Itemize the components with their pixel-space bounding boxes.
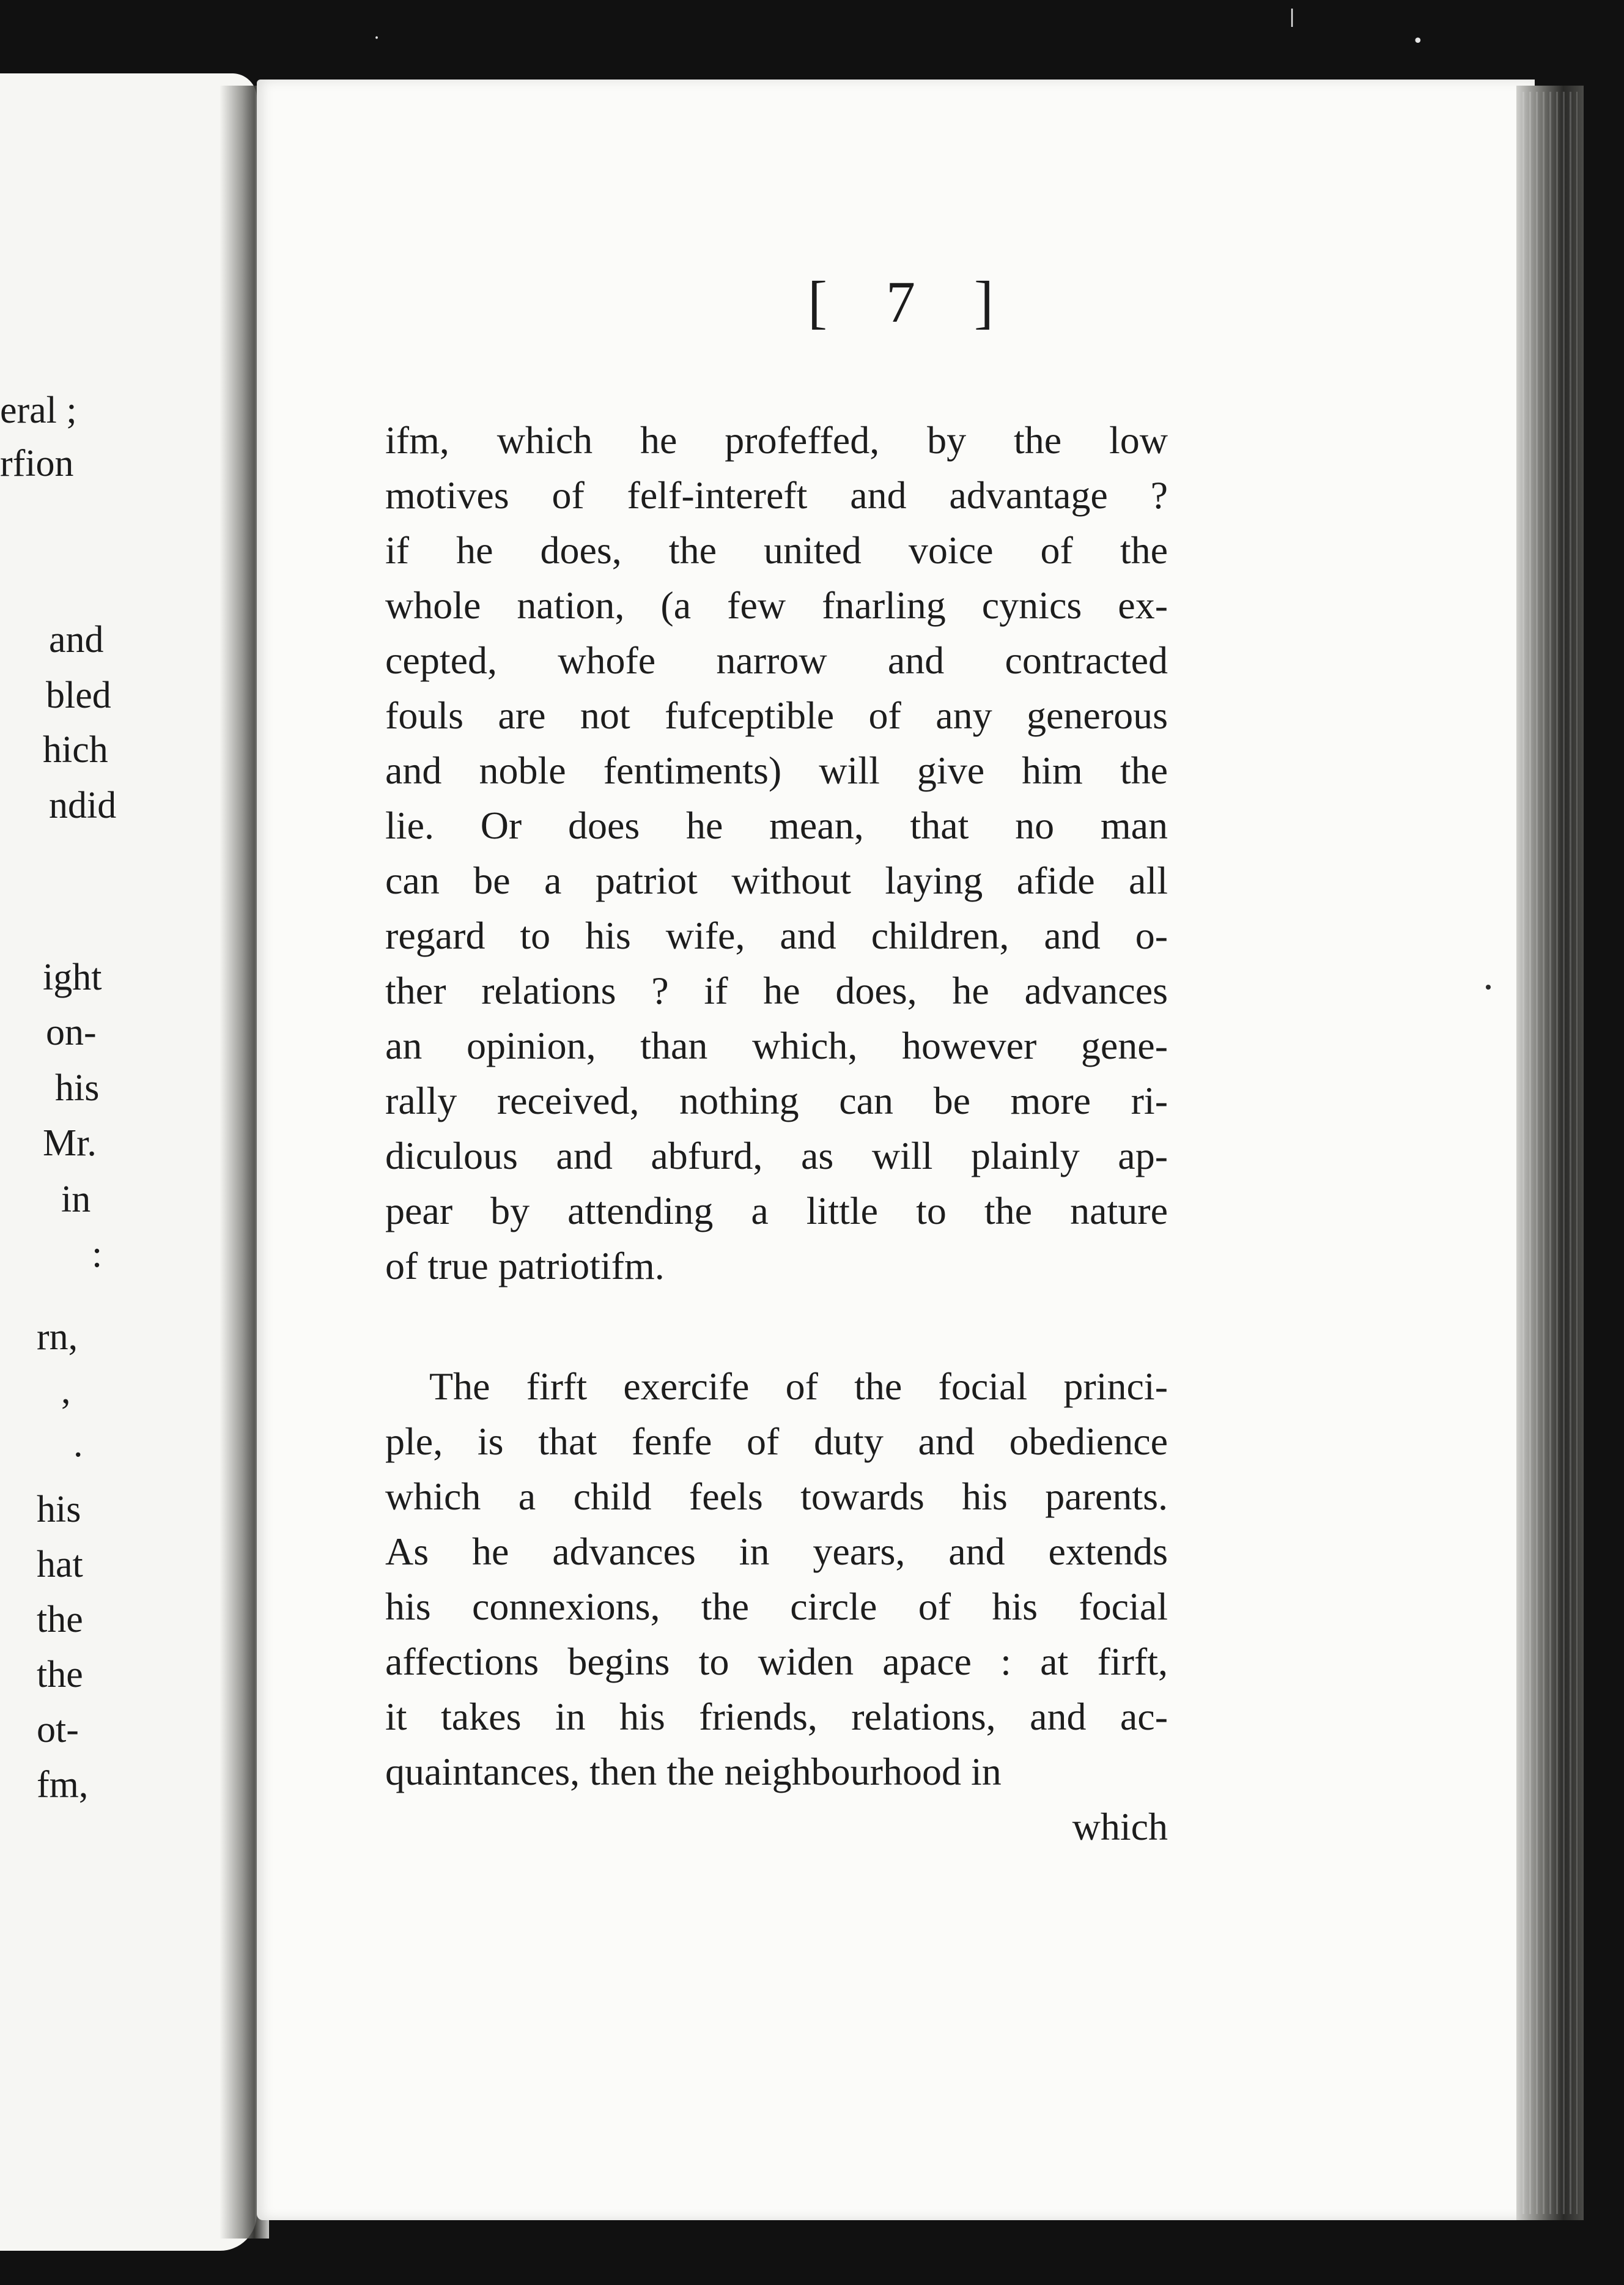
text-line: fouls are not fufceptible of any generous bbox=[385, 694, 1168, 737]
left-page-fragment: hich bbox=[43, 729, 108, 771]
left-page-fragment: on- bbox=[46, 1012, 97, 1053]
text-line: motives of felf-intereft and advantage ? bbox=[385, 473, 1168, 517]
left-page-fragment: the bbox=[37, 1654, 83, 1695]
text-line: rally received, nothing can be more ri- bbox=[385, 1079, 1168, 1122]
text-line: an opinion, than which, however gene- bbox=[385, 1024, 1168, 1067]
paper-speck bbox=[1486, 985, 1491, 990]
text-line: it takes in his friends, relations, and ac- bbox=[385, 1695, 1168, 1738]
left-page-fragment: bled bbox=[46, 675, 111, 716]
text-line: can be a patriot without laying afide all bbox=[385, 859, 1168, 902]
text-line: As he advances in years, and extends bbox=[385, 1530, 1168, 1573]
text-line: if he does, the united voice of the bbox=[385, 528, 1168, 572]
left-page bbox=[0, 73, 257, 2251]
scan-mark: • bbox=[1412, 31, 1423, 52]
scan-mark: ⸱ bbox=[374, 28, 380, 49]
left-page-fragment: rn, bbox=[37, 1316, 78, 1358]
paragraph-1 bbox=[385, 413, 1168, 1294]
left-page-fragment: , bbox=[61, 1370, 71, 1412]
text-line: and noble fentiments) will give him the bbox=[385, 749, 1168, 792]
paragraph-2 bbox=[385, 1359, 1168, 1799]
left-page-fragment: fm, bbox=[37, 1764, 89, 1805]
left-page-fragment: Mr. bbox=[43, 1122, 97, 1164]
text-line: of true patriotifm. bbox=[385, 1244, 665, 1287]
left-page-fragment: and bbox=[49, 619, 104, 661]
text-line: ifm, which he profeffed, by the low bbox=[385, 418, 1168, 462]
text-line: regard to his wife, and children, and o- bbox=[385, 914, 1168, 957]
text-line: affections begins to widen apace : at firft, bbox=[385, 1640, 1168, 1683]
catchword: which bbox=[1072, 1805, 1168, 1848]
left-page-fragment: eral ; bbox=[0, 390, 77, 431]
scan-mark: | bbox=[1289, 6, 1296, 28]
left-page-fragment: rfion bbox=[0, 443, 74, 484]
left-page-fragment: his bbox=[55, 1067, 100, 1109]
left-page-fragment: hat bbox=[37, 1544, 83, 1585]
text-line: which a child feels towards his parents. bbox=[385, 1475, 1168, 1518]
left-page-fragment: ot- bbox=[37, 1709, 79, 1750]
text-line: his connexions, the circle of his focial bbox=[385, 1585, 1168, 1628]
text-line: The firft exercife of the focial princi- bbox=[429, 1365, 1168, 1408]
text-line: pear by attending a little to the nature bbox=[385, 1189, 1168, 1232]
text-line: cepted, whofe narrow and contracted bbox=[385, 639, 1168, 682]
right-page bbox=[257, 80, 1535, 2220]
left-page-fragment: : bbox=[92, 1234, 103, 1275]
text-line: ple, is that fenfe of duty and obedience bbox=[385, 1420, 1168, 1463]
page-number-header: [ 7 ] bbox=[808, 269, 1016, 335]
left-page-fragment: his bbox=[37, 1489, 81, 1530]
text-line: whole nation, (a few fnarling cynics ex- bbox=[385, 583, 1168, 627]
left-page-fragment: in bbox=[61, 1179, 91, 1220]
left-page-fragment: . bbox=[73, 1423, 83, 1465]
left-page-fragment: the bbox=[37, 1599, 83, 1640]
text-line: diculous and abfurd, as will plainly ap- bbox=[385, 1134, 1168, 1177]
text-line: quaintances, then the neighbourhood in bbox=[385, 1750, 1002, 1793]
text-line: lie. Or does he mean, that no man bbox=[385, 804, 1168, 847]
left-page-fragment: ndid bbox=[49, 785, 117, 826]
text-line: ther relations ? if he does, he advances bbox=[385, 969, 1168, 1012]
left-page-fragment: ight bbox=[43, 957, 102, 998]
page-edge-lines bbox=[1523, 92, 1578, 2214]
